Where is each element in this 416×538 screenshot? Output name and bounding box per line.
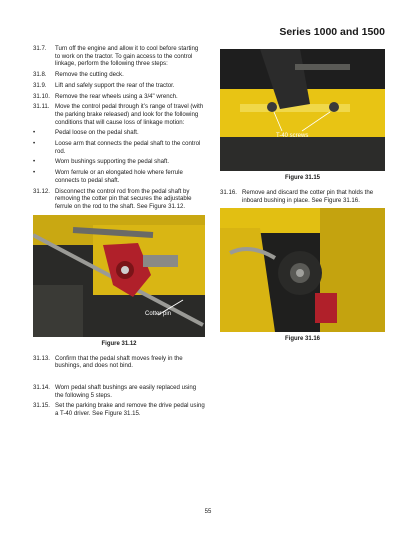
step-text: Remove the cutting deck. (55, 71, 124, 79)
steps-group-a (33, 45, 205, 126)
step-item (33, 103, 205, 126)
steps-group-b (33, 355, 205, 418)
step-text: Confirm that the pedal shaft moves freely in the bushings, and does not bind. (55, 354, 183, 370)
condition-text: Worn ferrule or an elongated hole where ferrule connects to pedal shaft. (55, 169, 183, 184)
conditions-list (33, 129, 205, 184)
step-text: Remove and discard the cotter pin that holds the inboard bushing in place. See Figure 31.16. (242, 189, 374, 204)
t40-screws-callout: T-40 screws (276, 133, 309, 139)
condition-text: Pedal loose on the pedal shaft. (55, 129, 139, 137)
step-31-12 (33, 188, 205, 211)
step-item (33, 384, 205, 399)
step-number: 31.10. (33, 92, 50, 100)
figure-31-16-caption: Figure 31.16 (284, 336, 320, 343)
condition-item (33, 169, 205, 184)
bullet-icon: • (33, 140, 36, 148)
step-text: Move the control pedal through it’s range of travel (with the parking brake released) and look for the following conditions that will cause loss of linkage motion: (55, 103, 204, 126)
condition-item (33, 140, 205, 155)
right-column (220, 49, 385, 350)
figure-31-16-photo (220, 208, 385, 332)
cotter-pin-callout: Cotter pin (145, 310, 172, 317)
bullet-icon: • (33, 129, 36, 137)
step-item (33, 82, 205, 90)
step-text: Lift and safely support the rear of the tractor. (55, 81, 175, 89)
step-number: 31.11. (33, 103, 50, 111)
page-header-title: Series 1000 and 1500 (279, 26, 385, 38)
step-item (33, 402, 205, 417)
bullet-icon: • (33, 158, 36, 166)
step-number: 31.13. (33, 354, 50, 362)
page-number: 55 (204, 509, 212, 515)
step-item (33, 93, 205, 101)
step-item (33, 355, 205, 370)
step-text: Turn off the engine and allow it to cool before starting to work on the tractor. To gain access to the control linkage, perform the following three steps: (55, 45, 199, 68)
step-text: Disconnect the control rod from the pedal shaft by removing the cotter pin that secures the adjustable ferrule on the rod to the shaft. See Figure 31.12. (55, 187, 192, 210)
step-text: Worn pedal shaft bushings are easily replaced using the following 5 steps. (55, 384, 197, 399)
condition-text: Worn bushings supporting the pedal shaft. (55, 158, 170, 166)
condition-text: Loose arm that connects the pedal shaft to the control rod. (55, 140, 201, 155)
left-column (33, 45, 205, 421)
step-number: 31.15. (33, 402, 50, 410)
step-text: Remove the rear wheels using a 3/4" wrench. (55, 92, 178, 100)
bullet-icon: • (33, 169, 36, 177)
figure-31-12-photo (33, 215, 205, 337)
condition-item (33, 158, 205, 166)
step-item (33, 45, 205, 68)
step-number: 31.8. (33, 71, 47, 79)
step-number: 31.12. (33, 187, 50, 195)
step-item (33, 71, 205, 79)
step-number: 31.7. (33, 45, 47, 52)
step-number: 31.14. (33, 384, 50, 392)
figure-31-12-caption: Figure 31.12 (101, 340, 137, 347)
figure-31-15-photo (220, 49, 385, 171)
step-31-16 (220, 189, 385, 204)
figure-31-15-caption: Figure 31.15 (284, 175, 320, 181)
condition-item (33, 129, 205, 137)
step-number: 31.16. (220, 189, 237, 196)
step-text: Set the parking brake and remove the drive pedal using a T-40 driver. See Figure 31.15. (55, 402, 205, 418)
step-number: 31.9. (33, 81, 47, 89)
